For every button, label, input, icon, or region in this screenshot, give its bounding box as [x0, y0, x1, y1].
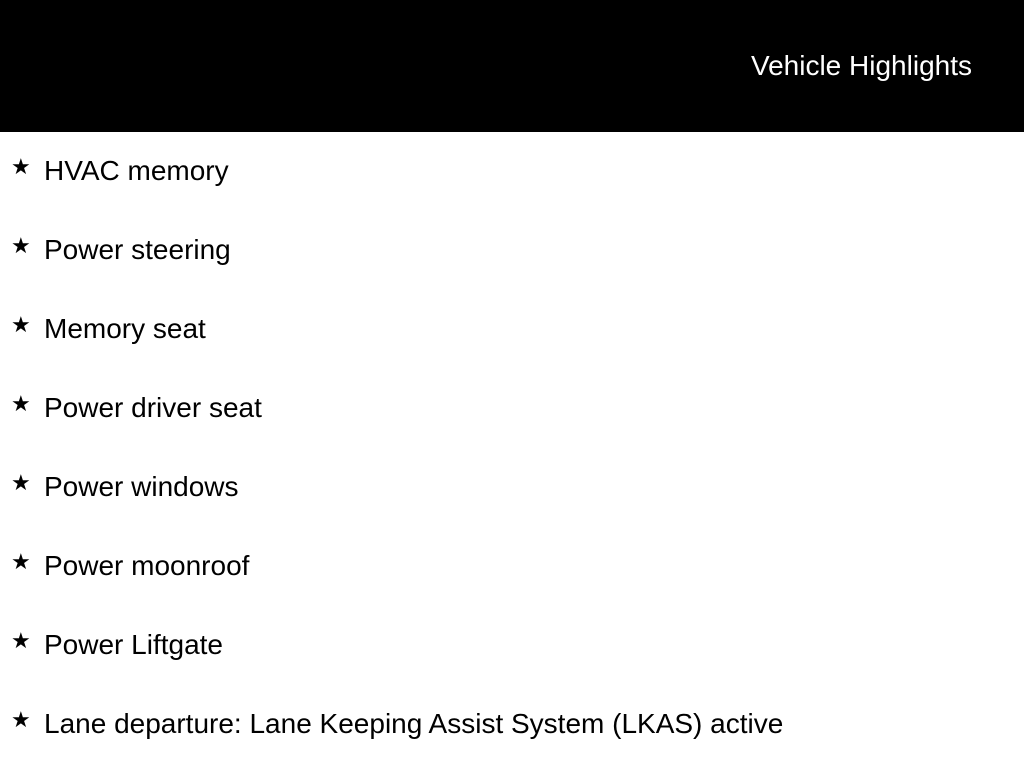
list-item	[0, 290, 1024, 369]
star-icon: ★	[11, 233, 31, 258]
feature-label: Memory seat	[44, 313, 206, 344]
star-icon: ★	[11, 707, 31, 732]
list-item	[0, 132, 1024, 211]
feature-label: Power Liftgate	[44, 629, 223, 660]
page-title: Vehicle Highlights	[750, 50, 972, 81]
feature-label: Power driver seat	[44, 392, 262, 423]
star-icon: ★	[11, 549, 31, 574]
list-item	[0, 211, 1024, 290]
feature-list	[0, 132, 1024, 764]
star-icon: ★	[11, 470, 31, 495]
list-item	[0, 527, 1024, 606]
header-bar	[0, 0, 1024, 132]
star-icon: ★	[11, 154, 31, 179]
feature-label: HVAC memory	[44, 155, 229, 186]
feature-label: Power windows	[44, 471, 239, 502]
list-item	[0, 606, 1024, 685]
list-item	[0, 369, 1024, 448]
star-icon: ★	[11, 628, 31, 653]
feature-label: Power moonroof	[44, 550, 250, 581]
feature-label: Lane departure: Lane Keeping Assist System (LKAS) active	[44, 708, 784, 739]
feature-label: Power steering	[44, 234, 231, 265]
star-icon: ★	[11, 391, 31, 416]
list-item	[0, 685, 1024, 764]
star-icon: ★	[11, 312, 31, 337]
list-item	[0, 448, 1024, 527]
